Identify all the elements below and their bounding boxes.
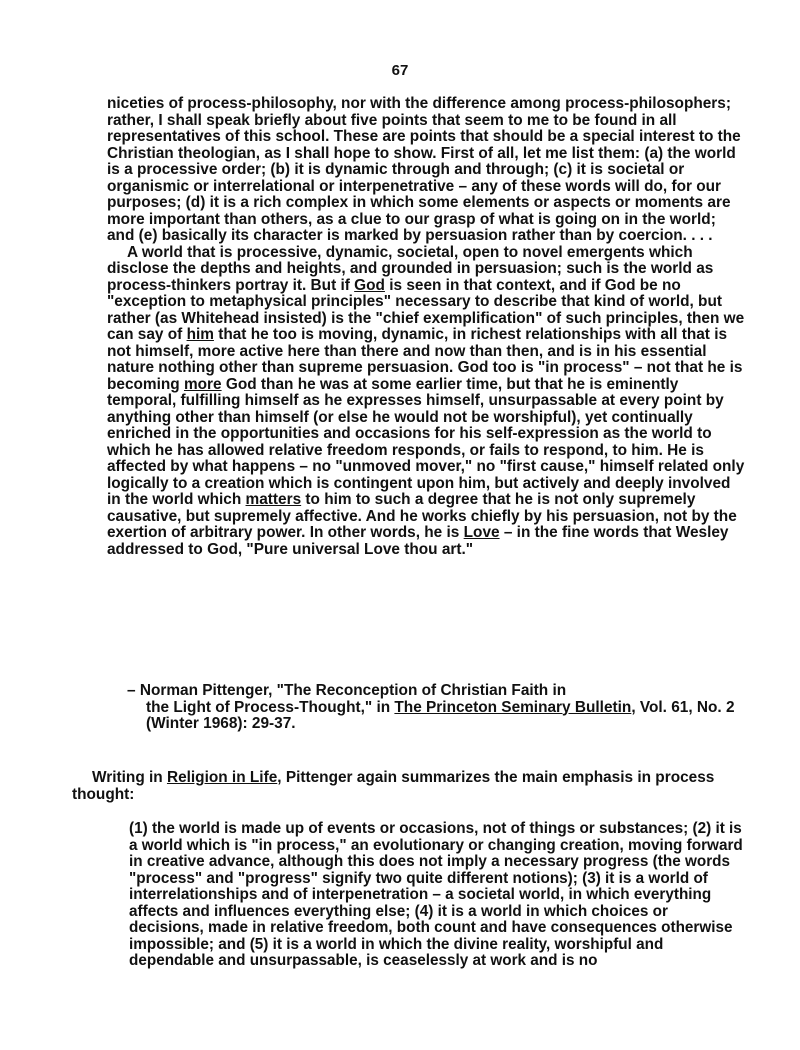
intro-text-end: , Pittenger again summarizes the main emphasis in process thought: bbox=[72, 769, 715, 803]
block-quote-whitehead bbox=[107, 96, 747, 558]
underlined-word: Love bbox=[463, 524, 500, 541]
quote-text: that he too is moving, dynamic, in richest relationships with all that is not himself, more active here than there and now than then, and is in his essential nature nothing other than supreme persuasion. God too is "in process" – not that he is becoming bbox=[107, 326, 743, 393]
underlined-word: more bbox=[183, 375, 222, 393]
intro-paragraph bbox=[72, 770, 772, 803]
quote-text: A world that is processive, dynamic, societal, open to novel emergents which disclose the depths and heights, and grounded in persuasion; such is the world as process-thinkers portray it. But if bbox=[107, 243, 714, 294]
quote2-text: (1) the world is made up of events or occasions, not of things or substances; (2) it is a world which is "in process," an evolutionary or changing creation, moving forward in creative advance, although this does not imply a necessary progress (the words "process" and "progress" signify two quite different notions); (3) it is a world of interrelationships and of interpenetration – a societal world, in which everything affects and influences everything else; (4) it is a world in which choices or decisions, made in relative freedom, both count and have consequences otherwise impossible; and (5) it is a world in which the divine reality, worshipful and dependable and unsurpassable, is ceaselessly at work and is no bbox=[129, 820, 743, 969]
quote-paragraph-1: niceties of process-philosophy, nor with the difference among process-philosophers; rather, I shall speak briefly about five points that seem to me to be found in all representatives of this school. These are points that should be a special interest to the Christian theologian, as I shall hope to show. First of all, let me list them: (a) the world is a processive order; (b) it is dynamic through and through; (c) it is societal or organismic or interrelational or interpenetrative – any of these words will do, for our purposes; (d) it is a rich complex in which some elements or aspects or moments are more important than others, as a clue to our grasp of what is going on in the world; and (e) basically its character is marked by persuasion rather than by coercion. . . . bbox=[107, 95, 741, 244]
quote-text: is seen in that context, and if God be no "exception to metaphysical principles" necessary to describe that kind of world, but rather (as Whitehead insisted) is the "chief exemplification" of such principles, then we can say of bbox=[107, 276, 745, 343]
citation-text: the Light of Process-Thought," in bbox=[146, 698, 395, 716]
block-quote-religion-in-life bbox=[129, 821, 744, 970]
underlined-word: God bbox=[354, 276, 385, 294]
journal-title: Religion in Life bbox=[166, 769, 278, 786]
quote-paragraph-2 bbox=[107, 245, 747, 559]
citation-line-2 bbox=[127, 700, 747, 733]
quote-text: God than he was at some earlier time, but that he is eminently temporal, fulfilling himself as he expresses himself, unsurpassable at every point by anything other than himself (or else he would not be worshipful), yet continually enriched in the opportunities and occasions for his self-expression as the world to which he has allowed relative freedom responds, or fails to respond, to him. He is affected by what happens – no "unmoved mover," no "first cause," himself related only logically to a creation which is contingent upon him, but actively and deeply involved in the world which bbox=[107, 375, 745, 508]
intro-text bbox=[72, 770, 772, 803]
intro-text-start: Writing in bbox=[92, 769, 167, 786]
underlined-word: matters bbox=[245, 491, 302, 508]
journal-title: The Princeton Seminary Bulletin bbox=[394, 698, 632, 716]
citation-text: , Vol. 61, No. 2 (Winter 1968): 29-37. bbox=[146, 698, 735, 732]
page-number: 67 bbox=[391, 62, 409, 79]
quote-text: – in the fine words that Wesley addressed to God, "Pure universal Love thou art." bbox=[107, 524, 729, 558]
citation bbox=[127, 683, 747, 733]
quote-text: to him to such a degree that he is not only supremely causative, but supremely affective. And he works chiefly by his persuasion, not by the exertion of arbitrary power. In other words, he is bbox=[107, 491, 737, 541]
underlined-word: him bbox=[186, 326, 214, 343]
citation-line-1: – Norman Pittenger, "The Reconception of Christian Faith in bbox=[127, 682, 567, 699]
